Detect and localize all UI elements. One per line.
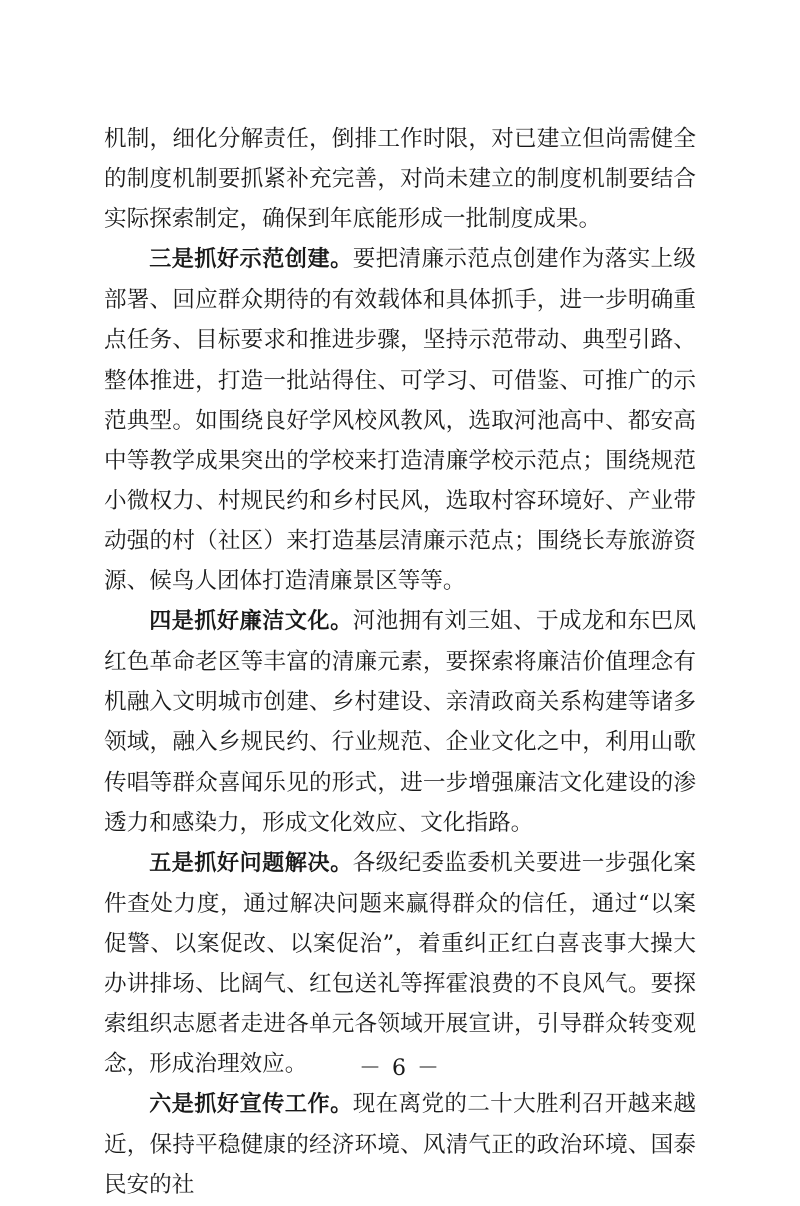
paragraph-heading: 三是抓好示范创建。 (149, 247, 353, 273)
paragraph-continuation (104, 119, 696, 239)
paragraph-demonstration (104, 239, 696, 601)
paragraph-publicity (104, 1084, 696, 1205)
paragraph-text: 现在离党的二十大胜利召开越来越近，保持平稳健康的经济环境、风清气正的政治环境、国泰民安的社 (104, 1091, 697, 1199)
paragraph-text: 要把清廉示范点创建作为落实上级部署、回应群众期待的有效载体和具体抓手，进一步明确重点任务、目标要求和推进步骤，坚持示范带动、典型引路、整体推进，打造一批站得住、可学习、可借鉴、可推广的示范典型。如围绕良好学风校风教风，选取河池高中、都安高中等教学成果突出的学校来打造清廉学校示范点；围绕规范小微权力、村规民约和乡村民风，选取村容环境好、产业带动强的村（社区）来打造基层清廉示范点；围绕长寿旅游资源、候鸟人团体打造清廉景区等等。 (104, 246, 697, 595)
paragraph-culture (104, 601, 696, 843)
paragraph-text: 机制，细化分解责任，倒排工作时限，对已建立但尚需健全的制度机制要抓紧补充完善，对尚未建立的制度机制要结合实际探索制定，确保到年底能形成一批制度成果。 (104, 126, 696, 233)
paragraph-text: 各级纪委监委机关要进一步强化案件查处力度，通过解决问题来赢得群众的信任，通过“以案促警、以案促改、以案促治”，着重纠正红白喜丧事大操大办讲排场、比阔气、红包送礼等挥霍浪费的不良风气。要探索组织志愿者走进各单元各领域开展宣讲，引导群众转变观念，形成治理效应。 (104, 849, 697, 1078)
paragraph-text: 河池拥有刘三姐、于成龙和东巴凤红色革命老区等丰富的清廉元素，要探索将廉洁价值理念有机融入文明城市创建、乡村建设、亲清政商关系构建等诸多领域，融入乡规民约、行业规范、企业文化之中，利用山歌传唱等群众喜闻乐见的形式，进一步增强廉洁文化建设的渗透力和感染力，形成文化效应、文化指路。 (104, 608, 697, 836)
document-body (104, 119, 696, 1206)
paragraph-heading: 四是抓好廉洁文化。 (149, 609, 353, 635)
paragraph-heading: 六是抓好宣传工作。 (149, 1092, 353, 1118)
paragraph-heading: 五是抓好问题解决。 (149, 850, 353, 876)
page-number: － 6 － (359, 1056, 441, 1081)
paragraph-problem-solving (104, 843, 696, 1085)
